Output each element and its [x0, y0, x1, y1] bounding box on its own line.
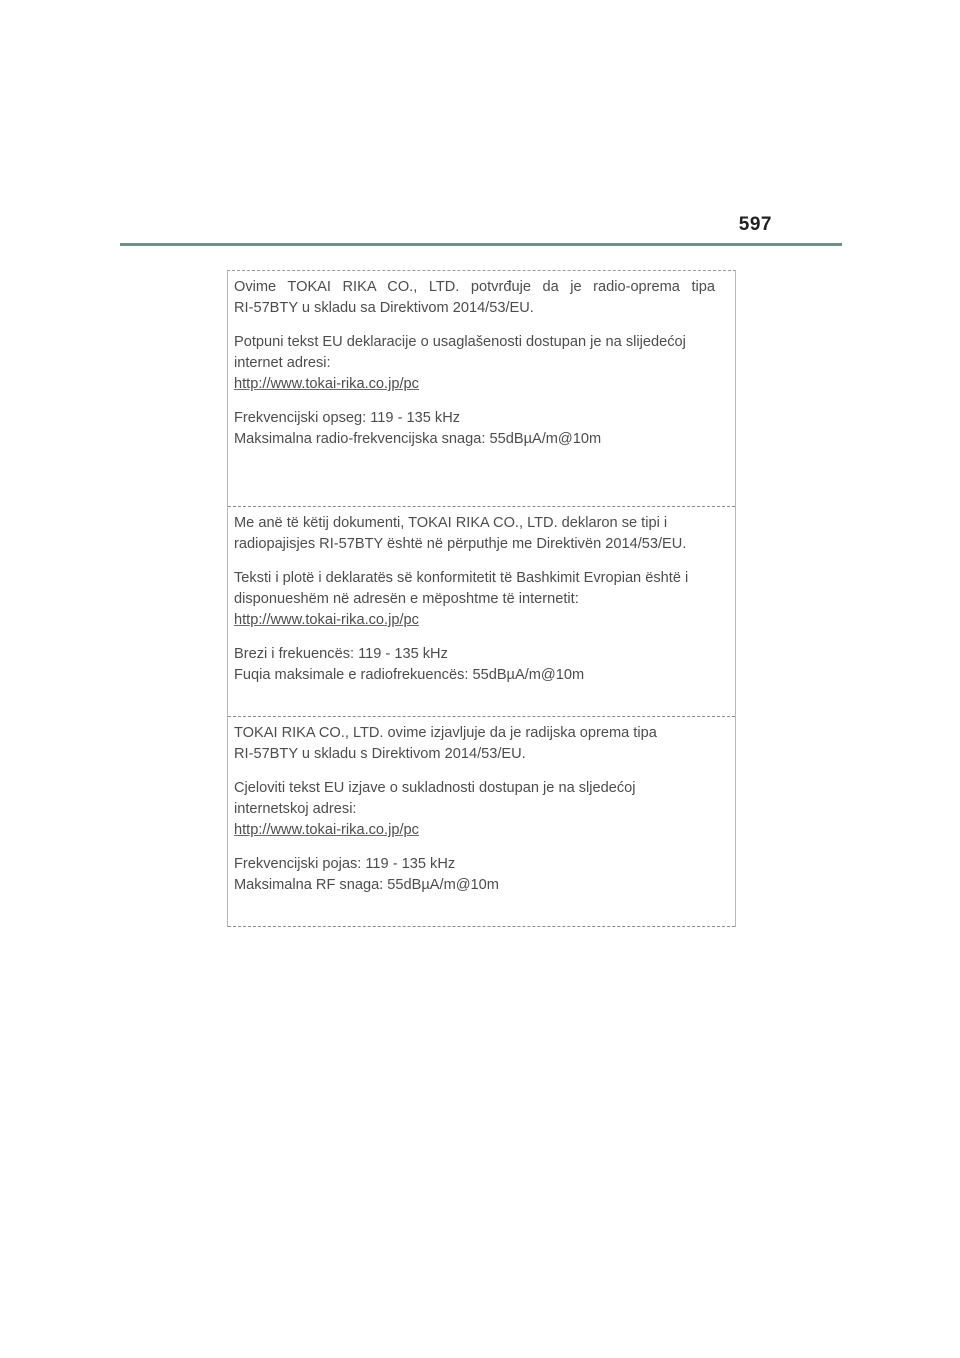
frequency-band: Frekvencijski opseg: 119 - 135 kHz	[234, 410, 461, 426]
availability-line: Teksti i plotë i deklaratës së konformitetit të Bashkimit Evropian është i	[234, 570, 689, 586]
declaration-section-croatian	[228, 717, 735, 927]
availability-line: Cjeloviti tekst EU izjave o sukladnosti dostupan je na sljedećoj	[234, 780, 636, 796]
declaration-availability	[234, 568, 715, 631]
declaration-availability	[234, 778, 715, 841]
declaration-url-link[interactable]: http://www.tokai-rika.co.jp/pc	[234, 822, 419, 838]
declaration-box	[227, 270, 736, 927]
max-power: Maksimalna radio-frekvencijska snaga: 55dBµA/m@10m	[234, 431, 602, 447]
header-rule	[120, 243, 842, 246]
declaration-intro	[234, 513, 715, 555]
declaration-intro	[234, 723, 715, 765]
page-number: 597	[738, 214, 772, 235]
declaration-specs	[234, 644, 715, 686]
declaration-section-serbian	[228, 271, 735, 507]
intro-line: TOKAI RIKA CO., LTD. ovime izjavljuje da je radijska oprema tipa	[234, 725, 657, 741]
max-power: Fuqia maksimale e radiofrekuencës: 55dBµA/m@10m	[234, 667, 585, 683]
intro-line: Ovime TOKAI RIKA CO., LTD. potvrđuje da je radio-oprema tipa	[234, 279, 715, 295]
availability-line: internetskoj adresi:	[234, 801, 357, 817]
intro-line: Me anë të këtij dokumenti, TOKAI RIKA CO., LTD. deklaron se tipi i	[234, 515, 668, 531]
declaration-intro	[234, 277, 715, 319]
availability-line: disponueshëm në adresën e mëposhtme të internetit:	[234, 591, 579, 607]
frequency-band: Brezi i frekuencës: 119 - 135 kHz	[234, 646, 448, 662]
declaration-section-albanian	[228, 507, 735, 717]
intro-line: radiopajisjes RI-57BTY është në përputhje me Direktivën 2014/53/EU.	[234, 536, 687, 552]
intro-line: RI-57BTY u skladu sa Direktivom 2014/53/EU.	[234, 300, 534, 316]
availability-line: internet adresi:	[234, 355, 331, 371]
declaration-availability	[234, 332, 715, 395]
declaration-specs	[234, 408, 715, 450]
intro-line: RI-57BTY u skladu s Direktivom 2014/53/EU.	[234, 746, 526, 762]
declaration-url-link[interactable]: http://www.tokai-rika.co.jp/pc	[234, 376, 419, 392]
frequency-band: Frekvencijski pojas: 119 - 135 kHz	[234, 856, 456, 872]
declaration-url-link[interactable]: http://www.tokai-rika.co.jp/pc	[234, 612, 419, 628]
availability-line: Potpuni tekst EU deklaracije o usaglašenosti dostupan je na slijedećoj	[234, 334, 686, 350]
declaration-specs	[234, 854, 715, 896]
max-power: Maksimalna RF snaga: 55dBµA/m@10m	[234, 877, 499, 893]
